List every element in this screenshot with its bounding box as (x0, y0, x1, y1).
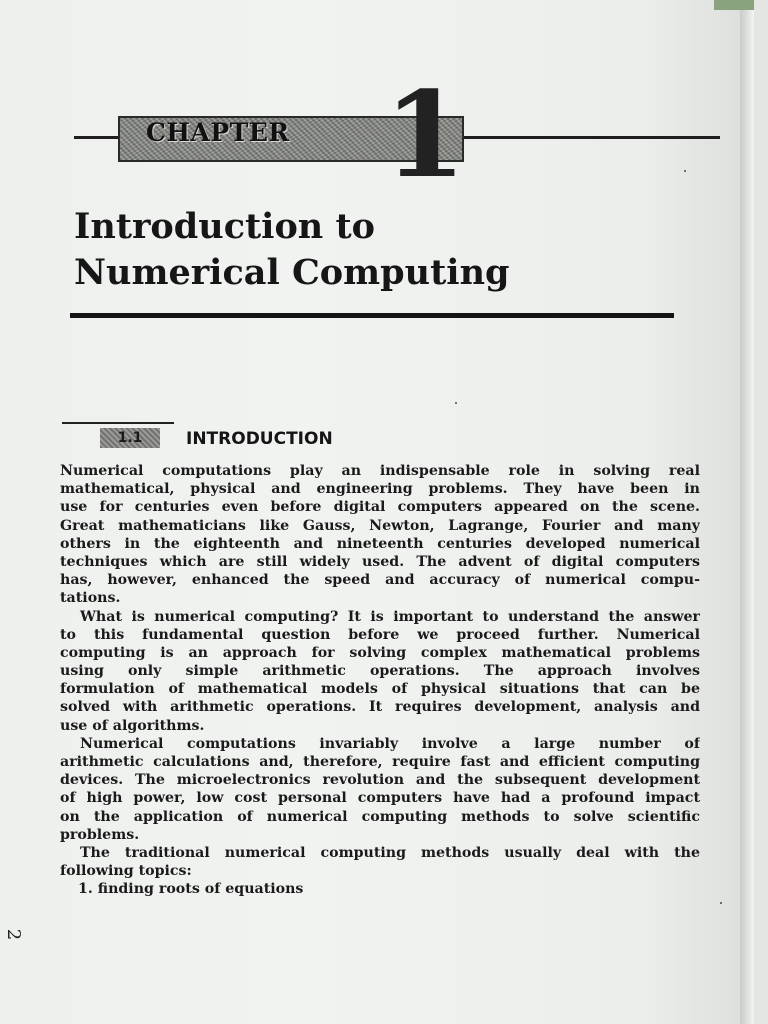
body-line: Great mathematicians like Gauss, Newton, Lagrange, Fourier and many (60, 517, 700, 534)
chapter-title-line-1: Introduction to (74, 206, 375, 247)
body-line: techniques which are still widely used. The advent of digital computers (60, 553, 700, 570)
section-number: 1.1 (100, 428, 160, 448)
body-line: others in the eighteenth and nineteenth centuries developed numerical (60, 535, 700, 552)
body-line: computing is an approach for solving complex mathematical problems (60, 644, 700, 661)
body-line: using only simple arithmetic operations. The approach involves (60, 663, 700, 680)
body-line: devices. The microelectronics revolution and the subsequent development (60, 772, 700, 789)
body-line: to this fundamental question before we proceed further. Numerical (60, 626, 700, 643)
print-speck (455, 402, 457, 404)
chapter-title (74, 204, 509, 296)
body-line: What is numerical computing? It is important to understand the answer (80, 608, 700, 625)
body-line: tations. (60, 590, 121, 607)
list-item: 1. finding roots of equations (78, 881, 304, 898)
chapter-label: CHAPTER (146, 118, 290, 147)
body-line: on the application of numerical computing methods to solve scientific (60, 808, 700, 825)
body-line: use of algorithms. (60, 717, 205, 734)
page-edge (740, 0, 754, 1024)
chapter-number: 1 (384, 65, 467, 204)
chapter-title-line-2: Numerical Computing (74, 252, 510, 293)
body-line: following topics: (60, 863, 192, 880)
print-speck (720, 902, 722, 904)
body-line: has, however, enhanced the speed and accuracy of numerical compu- (60, 572, 700, 589)
background-corner (714, 0, 754, 10)
section-rule (62, 422, 174, 424)
print-speck (684, 170, 686, 172)
body-line: solved with arithmetic operations. It requires development, analysis and (60, 699, 700, 716)
section-title: INTRODUCTION (186, 429, 333, 449)
page-marker: 2 (3, 928, 25, 941)
body-line: problems. (60, 826, 140, 843)
body-line: formulation of mathematical models of physical situations that can be (60, 681, 700, 698)
body-line: Numerical computations invariably involve a large number of (80, 735, 700, 752)
body-line: of high power, low cost personal computers have had a profound impact (60, 790, 700, 807)
body-line: Numerical computations play an indispensable role in solving real (60, 463, 700, 479)
body-line: mathematical, physical and engineering problems. They have been in (60, 481, 700, 498)
body-line: The traditional numerical computing methods usually deal with the (80, 844, 700, 861)
body-line: arithmetic calculations and, therefore, require fast and efficient computing (60, 754, 700, 770)
body-text (60, 462, 700, 899)
body-line: use for centuries even before digital computers appeared on the scene. (60, 499, 700, 516)
title-rule (70, 313, 674, 318)
